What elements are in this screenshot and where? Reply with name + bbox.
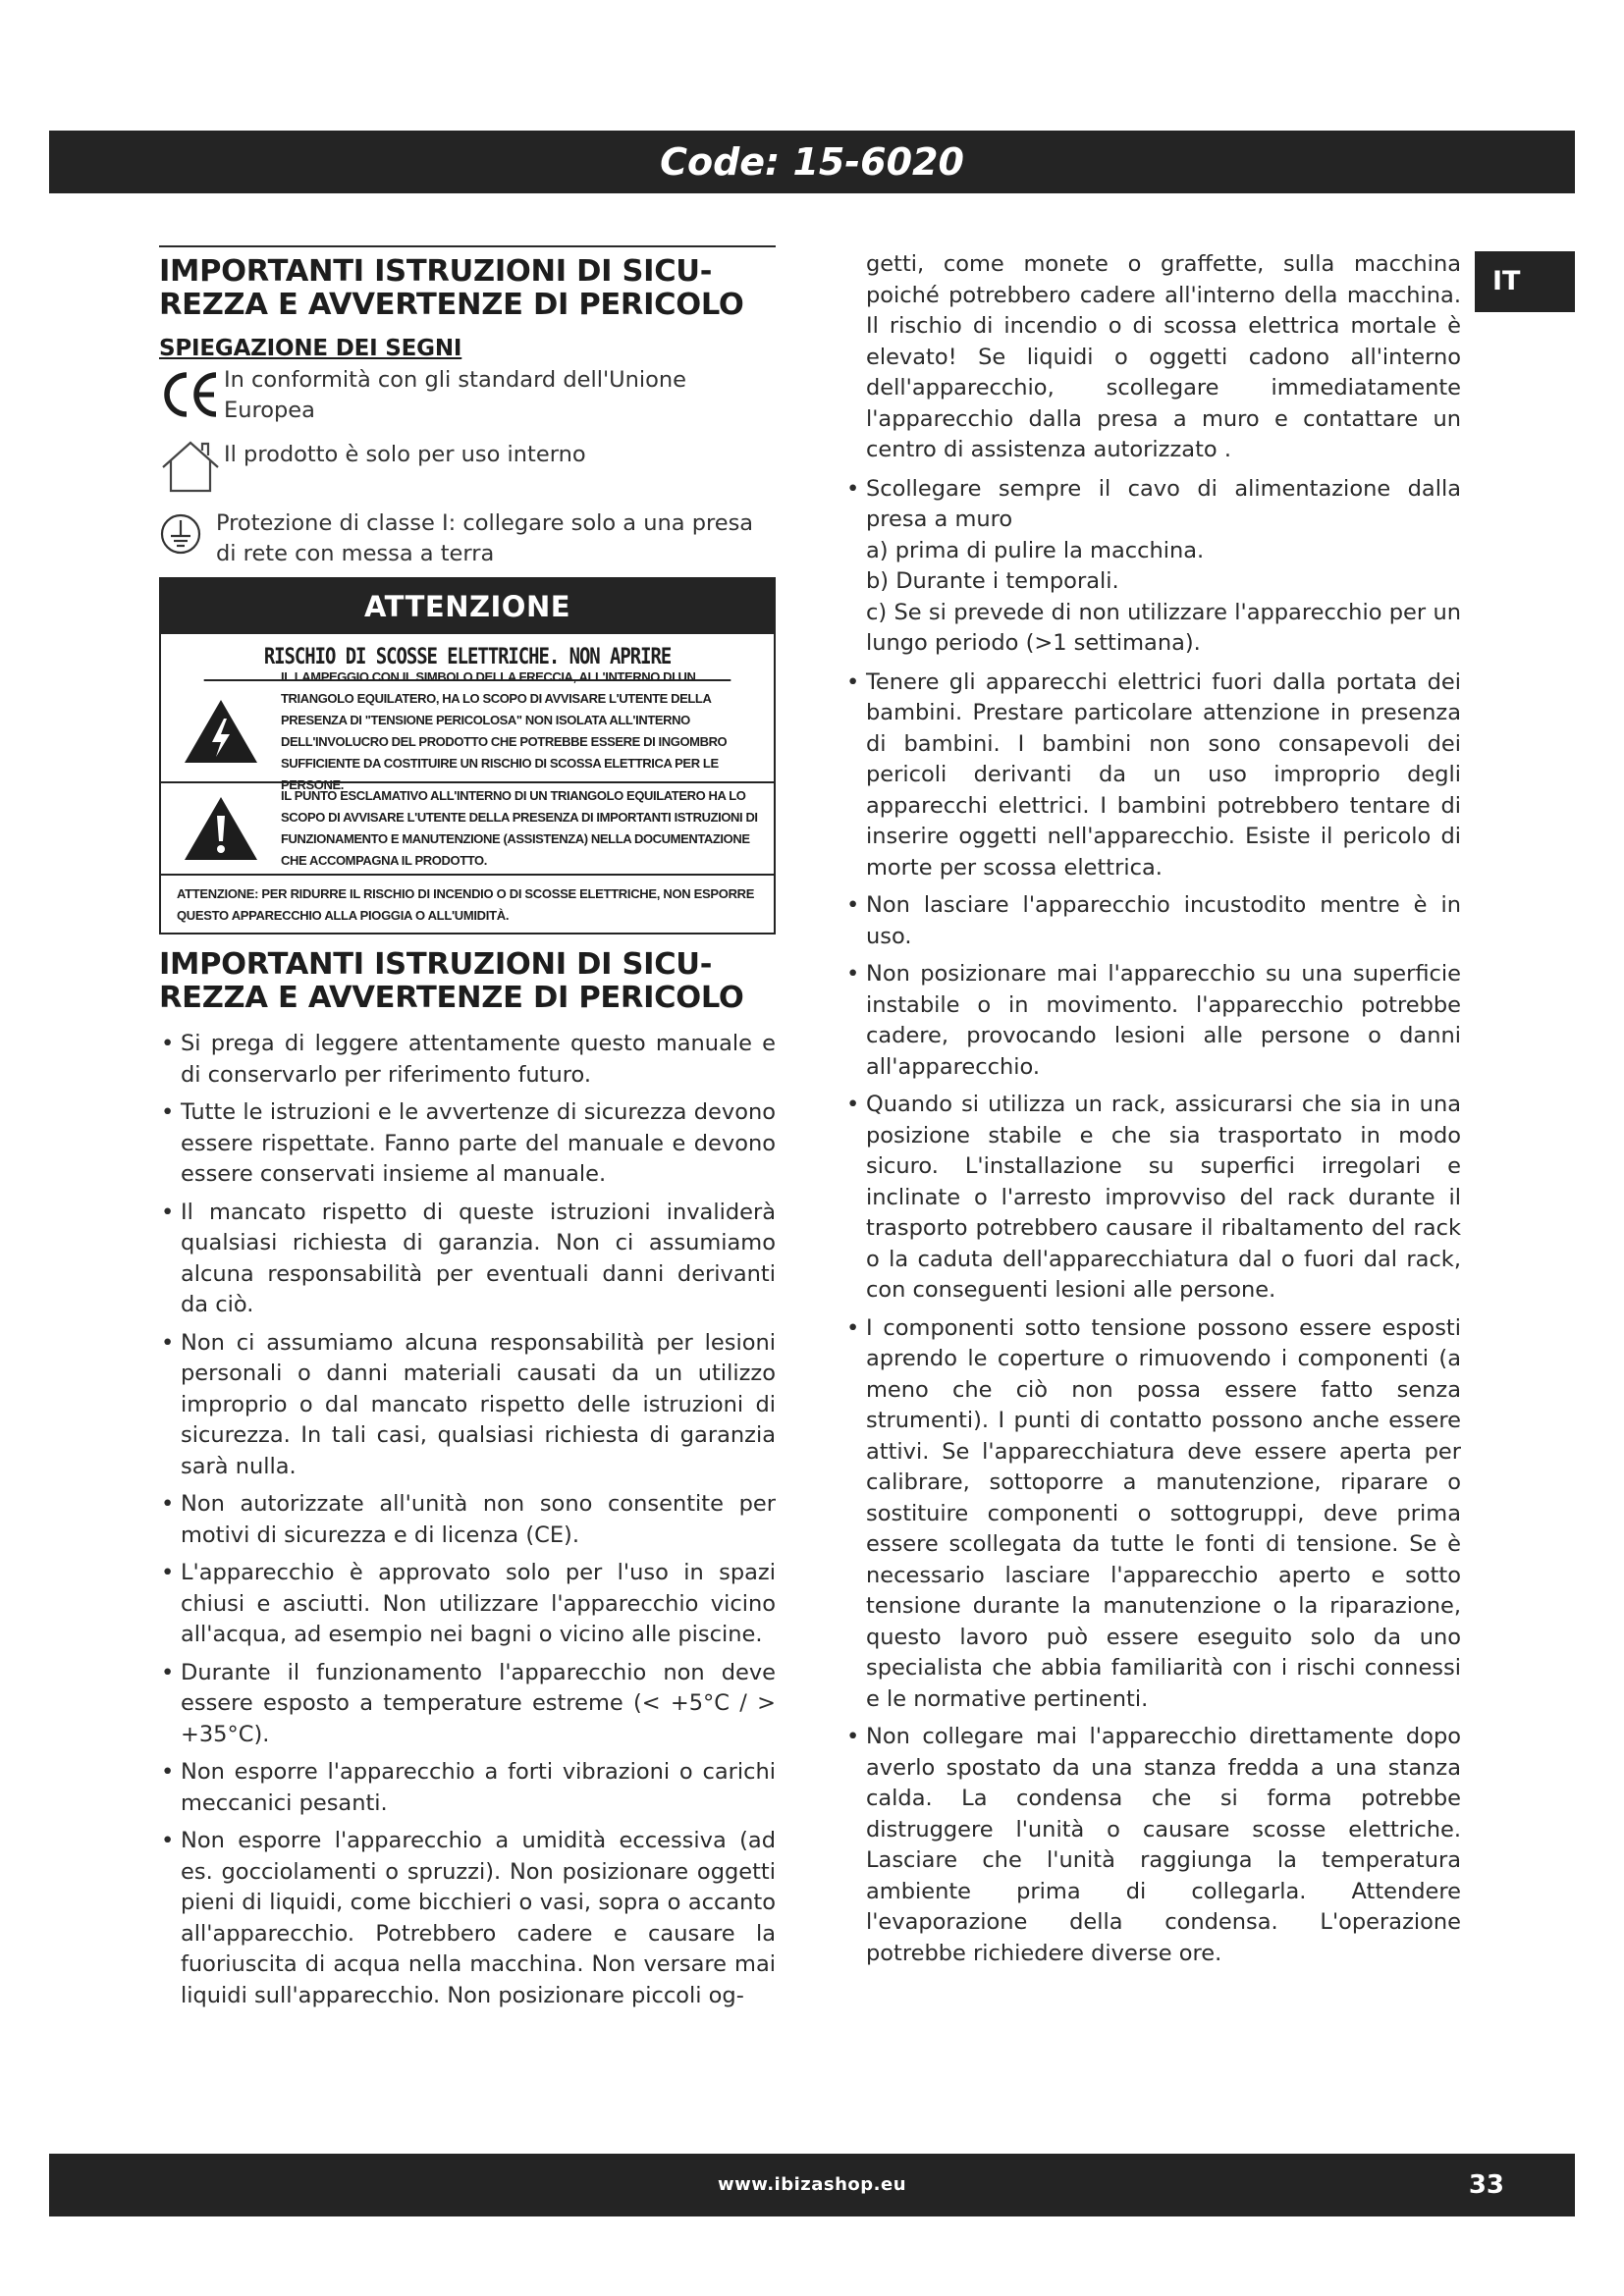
sign-indoor-text: Il prodotto è solo per uso interno <box>224 442 586 467</box>
product-code: Code: 15-6020 <box>660 140 964 184</box>
heading-line: IMPORTANTI ISTRUZIONI DI SICU- <box>159 947 713 982</box>
sign-ground <box>159 508 776 569</box>
footer-bar <box>49 2154 1575 2216</box>
section2-heading <box>159 948 776 1015</box>
header-bar <box>49 131 1575 193</box>
right-column <box>844 249 1461 1976</box>
warning-footer: ATTENZIONE: PER RIDURRE IL RISCHIO DI INCENDIO O DI SCOSSE ELETTRICHE, NON ESPORRE QUESTO APPARECCHIO ALLA PIOGGIA O ALL'UMIDITÀ. <box>177 886 755 923</box>
list-item: • Non esporre l'apparecchio a forti vibrazioni o carichi meccanici pesanti. <box>159 1757 776 1819</box>
list-item: • Non esporre l'apparecchio a umidità eccessiva (ad es. gocciolamenti o spruzzi). Non posizionare oggetti pieni di liquidi, come bicchieri o vasi, sopra o accanto all'apparecchio. Potrebbero cadere e causare la fuoriuscita di acqua nella macchina. Non versare mai liquidi sull'apparecchio. Non posizionare piccoli og- <box>159 1826 776 2011</box>
warning-row-voltage <box>161 669 774 792</box>
list-item: • L'apparecchio è approvato solo per l'uso in spazi chiusi e asciutti. Non utilizzare l'apparecchio vicino all'acqua, ad esempio nei bagni o vicino alle piscine. <box>159 1558 776 1651</box>
left-column <box>159 245 776 2018</box>
sign-ce-text: In conformità con gli standard dell'Unione Europea <box>224 367 687 423</box>
warning-row-instructions <box>161 783 774 876</box>
list-item <box>844 474 1461 660</box>
list-item: • Non posizionare mai l'apparecchio su una superficie instabile o in movimento. l'apparecchio potrebbe cadere, provocando lesioni alle persone o danni all'apparecchio. <box>844 959 1461 1083</box>
list-item: • I componenti sotto tensione possono essere esposti aprendo le coperture o rimuovendo i componenti (a meno che ciò non possa essere fatto senza strumenti). I punti di contatto possono anche essere attivi. Se l'apparecchiatura deve essere aperta per calibrare, sottoporre a manutenzione, riparare o sostituire componenti o sottogruppi, deve prima essere scollegata da tutte le fonti di tensione. Se è necessario lasciare l'apparecchio aperto e sotto tensione durante la manutenzione o la riparazione, questo lavoro può essere eseguito solo da uno specialista che abbia familiarità con i rischi connessi e le normative pertinenti. <box>844 1313 1461 1716</box>
warning-instructions-text: IL PUNTO ESCLAMATIVO ALL'INTERNO DI UN TRIANGOLO EQUILATERO HA LO SCOPO DI AVVISARE L'UTENTE DELLA PRESENZA DI IMPORTANTI ISTRUZIONI DI FUNZIONAMENTO E MANUTENZIONE (ASSISTENZA) NELLA DOCUMENTAZIONE CHE ACCOMPAGNA IL PRODOTTO. <box>281 788 758 868</box>
list-item: • Non autorizzate all'unità non sono consentite per motivi di sicurezza e di licenza (CE). <box>159 1489 776 1551</box>
list-item: • Non collegare mai l'apparecchio direttamente dopo averlo spostato da una stanza fredda a una stanza calda. La condensa che si forma potrebbe distruggere l'unità o causare scosse elettriche. Lasciare che l'unità raggiunga la temperatura ambiente prima di collegarla. Attendere l'evaporazione della condensa. L'operazione potrebbe richiedere diverse ore. <box>844 1722 1461 1969</box>
list-item: • Durante il funzionamento l'apparecchio non deve essere esposto a temperature estreme (< +5°C / > +35°C). <box>159 1658 776 1751</box>
warning-box <box>159 577 776 934</box>
list-item: • Non lasciare l'apparecchio incustodito mentre è in uso. <box>844 890 1461 952</box>
unplug-sub-b: b) Durante i temporali. <box>866 568 1119 594</box>
sign-ground-text: Protezione di classe I: collegare solo a una presa di rete con messa a terra <box>216 510 754 566</box>
signs-subheading: SPIEGAZIONE DEI SEGNI <box>159 336 462 361</box>
lightning-triangle-icon <box>161 697 281 766</box>
heading-line: REZZA E AVVERTENZE DI PERICOLO <box>159 288 744 322</box>
sign-ce <box>159 365 776 428</box>
sign-indoor <box>159 438 776 499</box>
unplug-sub-a: a) prima di pulire la macchina. <box>866 537 1205 563</box>
list-item: • Si prega di leggere attentamente questo manuale e di conservarlo per riferimento futuro. <box>159 1029 776 1091</box>
list-item: • Tenere gli apparecchi elettrici fuori dalla portata dei bambini. Prestare particolare attenzione in presenza di bambini. I bambini non sono consapevoli dei pericoli derivanti da un uso improprio degli apparecchi elettrici. I bambini potrebbero tentare di inserire oggetti nell'apparecchio. Esiste il pericolo di morte per scossa elettrica. <box>844 667 1461 884</box>
ground-icon <box>159 508 224 567</box>
ce-mark-icon <box>159 365 224 428</box>
house-icon <box>159 438 224 499</box>
list-item: • Tutte le istruzioni e le avvertenze di sicurezza devono essere rispettate. Fanno parte del manuale e devono essere conservati insieme al manuale. <box>159 1097 776 1191</box>
heading-line: REZZA E AVVERTENZE DI PERICOLO <box>159 981 744 1015</box>
exclamation-triangle-icon <box>161 794 281 863</box>
safety-list-right <box>844 667 1461 1970</box>
heading-line: IMPORTANTI ISTRUZIONI DI SICU- <box>159 254 713 289</box>
unplug-list <box>844 474 1461 660</box>
safety-list-left <box>159 1029 776 2011</box>
list-item: • Non ci assumiamo alcuna responsabilità per lesioni personali o danni materiali causati da un utilizzo improprio o dal mancato rispetto delle istruzioni di sicurezza. In tali casi, qualsiasi richiesta di garanzia sarà nulla. <box>159 1328 776 1483</box>
list-item: • Il mancato rispetto di queste istruzioni invaliderà qualsiasi richiesta di garanzia. Non ci assumiamo alcuna responsabilità per eventuali danni derivanti da ciò. <box>159 1198 776 1321</box>
list-item: • Quando si utilizza un rack, assicurarsi che sia in una posizione stabile e che sia trasportato in modo sicuro. L'installazione su superfici irregolari e inclinate o l'arresto improvviso del rack durante il trasporto potrebbero causare il ribaltamento del rack o la caduta dell'apparecchiatura dal o fuori dal rack, con conseguenti lesioni alle persone. <box>844 1090 1461 1307</box>
language-tab: IT <box>1475 251 1575 312</box>
unplug-text: Scollegare sempre il cavo di alimentazione dalla presa a muro <box>866 475 1461 532</box>
page-number: 33 <box>1468 2170 1504 2200</box>
section-divider <box>159 245 776 247</box>
continuation-paragraph: getti, come monete o graffette, sulla macchina poiché potrebbero cadere all'interno della macchina. Il rischio di incendio o di scossa elettrica mortale è elevato! Se liquidi o oggetti cadono all'interno dell'apparecchio, scollegare immediatamente l'apparecchio dalla presa a muro e contattare un centro di assistenza autorizzato . <box>866 251 1461 462</box>
warning-voltage-text: IL LAMPEGGIO CON IL SIMBOLO DELLA FRECCIA, ALL'INTERNO DI UN TRIANGOLO EQUILATERO, HA LO SCOPO DI AVVISARE L'UTENTE DELLA PRESENZA DI "TENSIONE PERICOLOSA" NON ISOLATA ALL'INTERNO DELL'INVOLUCRO DEL PRODOTTO CHE POTREBBE ESSERE DI INGOMBRO SUFFICIENTE DA COSTITUIRE UN RISCHIO DI SCOSSA ELETTRICA PER LE PERSONE. <box>281 669 728 792</box>
warning-title: ATTENZIONE <box>161 579 774 634</box>
website-link[interactable]: www.ibizashop.eu <box>717 2174 907 2195</box>
unplug-sub-c: c) Se si prevede di non utilizzare l'apparecchio per un lungo periodo (>1 settimana). <box>866 599 1461 656</box>
section1-heading <box>159 255 776 322</box>
warning-subtitle: RISCHIO DI SCOSSE ELETTRICHE. NON APRIRE <box>204 634 731 681</box>
